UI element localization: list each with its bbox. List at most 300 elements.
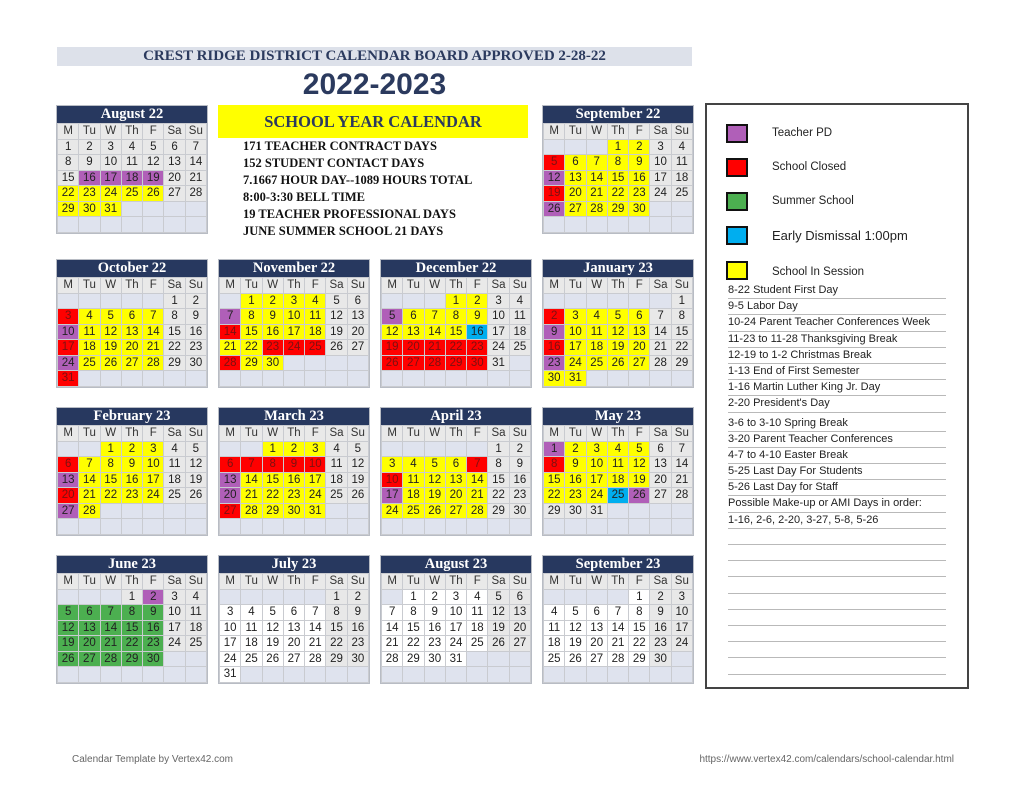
day-cell: 21 — [143, 340, 163, 355]
day-cell: 10 — [672, 605, 692, 620]
day-cell: 27 — [565, 202, 585, 217]
footer-credit: Calendar Template by Vertex42.com — [72, 754, 234, 765]
empty-cell — [101, 217, 121, 232]
weekday-header-row — [382, 426, 530, 441]
weekday-label: Sa — [488, 574, 508, 589]
empty-cell — [79, 371, 99, 386]
day-cell: 14 — [186, 155, 206, 170]
day-cell: 29 — [164, 356, 184, 371]
day-cell: 2 — [565, 442, 585, 457]
week-row — [544, 171, 692, 186]
day-cell: 4 — [608, 442, 628, 457]
day-cell: 9 — [122, 457, 142, 472]
empty-cell — [348, 356, 368, 371]
day-cell: 11 — [510, 309, 530, 324]
weekday-label: Su — [186, 278, 206, 293]
day-cell: 20 — [348, 325, 368, 340]
day-cell: 16 — [650, 621, 670, 636]
day-cell: 19 — [608, 340, 628, 355]
month-title: July 23 — [219, 556, 369, 573]
info-line: 7.1667 HOUR DAY--1089 HOURS TOTAL — [243, 173, 473, 187]
day-cell: 3 — [143, 442, 163, 457]
empty-cell — [326, 667, 346, 682]
day-cell: 24 — [305, 488, 325, 503]
weekday-label: Th — [284, 426, 304, 441]
legend-panel — [705, 103, 969, 689]
day-cell: 5 — [629, 442, 649, 457]
day-cell: 13 — [164, 155, 184, 170]
empty-cell — [565, 667, 585, 682]
weekday-label: Su — [510, 278, 530, 293]
weekday-label: W — [263, 278, 283, 293]
day-cell: 6 — [164, 140, 184, 155]
week-row — [220, 636, 368, 651]
day-cell: 6 — [403, 309, 423, 324]
day-cell: 4 — [326, 442, 346, 457]
day-cell: 16 — [263, 325, 283, 340]
month-title: September 23 — [543, 556, 693, 573]
empty-cell — [101, 504, 121, 519]
empty-cell — [382, 590, 402, 605]
legend-label: Early Dismissal 1:00pm — [772, 227, 908, 243]
day-cell: 16 — [122, 473, 142, 488]
day-cell: 14 — [382, 621, 402, 636]
week-row — [58, 140, 206, 155]
empty-cell — [544, 140, 564, 155]
day-cell: 23 — [629, 186, 649, 201]
info-line: JUNE SUMMER SCHOOL 21 DAYS — [243, 224, 444, 238]
empty-cell — [510, 519, 530, 534]
month-title: January 23 — [543, 260, 693, 277]
day-cell: 21 — [305, 636, 325, 651]
day-cell: 19 — [382, 340, 402, 355]
legend-label: Summer School — [772, 195, 854, 207]
day-cell: 20 — [446, 488, 466, 503]
day-cell: 31 — [305, 504, 325, 519]
day-cell: 7 — [650, 309, 670, 324]
day-cell: 12 — [348, 457, 368, 472]
weekday-header-row — [58, 574, 206, 589]
empty-cell — [348, 504, 368, 519]
day-cell: 29 — [58, 202, 78, 217]
empty-cell — [488, 652, 508, 667]
day-cell: 1 — [122, 590, 142, 605]
empty-cell — [403, 371, 423, 386]
empty-cell — [348, 519, 368, 534]
week-row — [58, 590, 206, 605]
important-date-note: Possible Make-up or AMI Days in order: — [728, 496, 946, 512]
day-cell: 10 — [650, 155, 670, 170]
empty-cell — [101, 371, 121, 386]
weekday-label: Su — [348, 278, 368, 293]
empty-cell — [629, 294, 649, 309]
empty-cell — [164, 519, 184, 534]
empty-cell — [305, 519, 325, 534]
weekday-label: Su — [672, 574, 692, 589]
day-cell: 27 — [446, 504, 466, 519]
empty-cell — [326, 504, 346, 519]
day-cell: 13 — [79, 621, 99, 636]
month-title: August 23 — [381, 556, 531, 573]
day-cell: 23 — [544, 356, 564, 371]
important-date-note: 8-22 Student First Day — [728, 283, 946, 299]
empty-cell — [143, 504, 163, 519]
day-cell: 25 — [164, 488, 184, 503]
day-cell: 27 — [403, 356, 423, 371]
empty-cell — [79, 590, 99, 605]
day-cell: 8 — [326, 605, 346, 620]
day-cell: 11 — [544, 621, 564, 636]
empty-cell — [544, 590, 564, 605]
day-cell: 9 — [186, 309, 206, 324]
day-cell: 14 — [220, 325, 240, 340]
day-cell: 23 — [143, 636, 163, 651]
weekday-label: Th — [446, 278, 466, 293]
empty-cell — [284, 667, 304, 682]
day-cell: 20 — [220, 488, 240, 503]
empty-cell — [565, 519, 585, 534]
empty-cell — [467, 519, 487, 534]
day-cell: 19 — [58, 636, 78, 651]
day-cell: 29 — [446, 356, 466, 371]
day-cell: 1 — [58, 140, 78, 155]
weekday-label: M — [58, 574, 78, 589]
day-cell: 15 — [544, 473, 564, 488]
empty-cell — [544, 519, 564, 534]
empty-cell — [446, 442, 466, 457]
day-cell: 17 — [565, 340, 585, 355]
day-cell: 17 — [101, 171, 121, 186]
day-cell: 21 — [79, 488, 99, 503]
weekday-header-row — [58, 426, 206, 441]
week-row — [58, 504, 206, 519]
weekday-label: Tu — [565, 574, 585, 589]
empty-cell — [263, 519, 283, 534]
day-cell: 27 — [79, 652, 99, 667]
day-cell: 16 — [143, 621, 163, 636]
weekday-label: Th — [608, 124, 628, 139]
month-september-23 — [542, 555, 694, 684]
day-cell: 25 — [186, 636, 206, 651]
week-row — [544, 519, 692, 534]
weekday-label: Tu — [241, 574, 261, 589]
day-cell: 25 — [305, 340, 325, 355]
week-row — [544, 473, 692, 488]
day-cell: 7 — [101, 605, 121, 620]
week-row — [382, 519, 530, 534]
day-cell: 7 — [672, 442, 692, 457]
empty-cell — [587, 140, 607, 155]
month-title: September 22 — [543, 106, 693, 123]
weekday-label: Tu — [565, 124, 585, 139]
week-row — [58, 155, 206, 170]
day-cell: 22 — [403, 636, 423, 651]
empty-cell — [608, 504, 628, 519]
day-cell: 24 — [565, 356, 585, 371]
weekday-label: W — [587, 124, 607, 139]
weekday-label: W — [425, 426, 445, 441]
week-row — [58, 325, 206, 340]
day-cell: 28 — [425, 356, 445, 371]
empty-cell — [488, 667, 508, 682]
day-cell: 31 — [565, 371, 585, 386]
day-cell: 26 — [488, 636, 508, 651]
week-row — [220, 309, 368, 324]
day-cell: 3 — [101, 140, 121, 155]
empty-cell — [143, 202, 163, 217]
weekday-label: M — [544, 426, 564, 441]
month-title: March 23 — [219, 408, 369, 425]
day-cell: 19 — [101, 340, 121, 355]
day-cell: 9 — [544, 325, 564, 340]
day-cell: 22 — [488, 488, 508, 503]
day-cell: 3 — [587, 442, 607, 457]
day-cell: 8 — [263, 457, 283, 472]
day-cell: 28 — [305, 652, 325, 667]
weekday-label: Tu — [79, 574, 99, 589]
day-cell: 4 — [403, 457, 423, 472]
day-cell: 14 — [467, 473, 487, 488]
day-cell: 7 — [382, 605, 402, 620]
empty-cell — [382, 519, 402, 534]
day-cell: 28 — [101, 652, 121, 667]
day-cell: 9 — [467, 309, 487, 324]
day-cell: 2 — [650, 590, 670, 605]
empty-cell — [510, 371, 530, 386]
day-cell: 31 — [220, 667, 240, 682]
day-cell: 18 — [305, 325, 325, 340]
day-cell: 8 — [58, 155, 78, 170]
week-row — [544, 621, 692, 636]
month-title: November 22 — [219, 260, 369, 277]
month-title: June 23 — [57, 556, 207, 573]
empty-cell — [79, 519, 99, 534]
empty-cell — [650, 667, 670, 682]
day-cell: 2 — [122, 442, 142, 457]
empty-cell — [629, 667, 649, 682]
empty-cell — [672, 667, 692, 682]
empty-cell — [101, 667, 121, 682]
week-row — [382, 442, 530, 457]
school-closed-swatch-icon — [726, 158, 748, 177]
empty-cell — [186, 202, 206, 217]
week-row — [382, 294, 530, 309]
empty-cell — [263, 590, 283, 605]
day-cell: 28 — [241, 504, 261, 519]
important-date-note: 10-24 Parent Teacher Conferences Week — [728, 315, 946, 331]
weekday-label: F — [467, 574, 487, 589]
day-cell: 15 — [403, 621, 423, 636]
week-row — [382, 590, 530, 605]
day-cell: 4 — [164, 442, 184, 457]
day-cell: 6 — [629, 309, 649, 324]
day-cell: 31 — [587, 504, 607, 519]
day-cell: 1 — [672, 294, 692, 309]
day-cell: 11 — [122, 155, 142, 170]
empty-cell — [241, 371, 261, 386]
empty-cell — [425, 371, 445, 386]
day-cell: 7 — [143, 309, 163, 324]
empty-cell — [143, 667, 163, 682]
day-cell: 24 — [164, 636, 184, 651]
day-cell: 16 — [510, 473, 530, 488]
day-cell: 9 — [425, 605, 445, 620]
day-cell: 21 — [186, 171, 206, 186]
weekday-label: Th — [446, 426, 466, 441]
day-cell: 28 — [672, 488, 692, 503]
day-cell: 2 — [79, 140, 99, 155]
day-cell: 14 — [101, 621, 121, 636]
important-date-note: 2-20 President's Day — [728, 396, 946, 412]
week-row — [544, 140, 692, 155]
empty-cell — [101, 519, 121, 534]
day-cell: 9 — [629, 155, 649, 170]
day-cell: 6 — [446, 457, 466, 472]
weekday-label: Tu — [403, 278, 423, 293]
legend-item-school-closed — [726, 157, 847, 177]
weekday-label: Tu — [241, 278, 261, 293]
week-row — [58, 442, 206, 457]
week-row — [382, 371, 530, 386]
empty-cell — [672, 217, 692, 232]
empty-cell — [122, 519, 142, 534]
weekday-label: F — [629, 426, 649, 441]
day-cell: 11 — [164, 457, 184, 472]
week-row — [220, 621, 368, 636]
day-cell: 15 — [326, 621, 346, 636]
empty-cell — [629, 371, 649, 386]
week-row — [382, 621, 530, 636]
day-cell: 14 — [79, 473, 99, 488]
week-row — [544, 356, 692, 371]
day-cell: 23 — [186, 340, 206, 355]
day-cell: 19 — [629, 473, 649, 488]
week-row — [220, 473, 368, 488]
important-date-note: 1-16 Martin Luther King Jr. Day — [728, 380, 946, 396]
day-cell: 1 — [403, 590, 423, 605]
week-row — [382, 457, 530, 472]
day-cell: 23 — [510, 488, 530, 503]
weekday-label: Sa — [650, 574, 670, 589]
day-cell: 24 — [143, 488, 163, 503]
week-row — [58, 309, 206, 324]
legend-item-summer-school — [726, 191, 854, 211]
month-june-23 — [56, 555, 208, 684]
day-cell: 21 — [382, 636, 402, 651]
day-cell: 2 — [425, 590, 445, 605]
weekday-label: Sa — [650, 278, 670, 293]
week-row — [382, 667, 530, 682]
day-cell: 20 — [403, 340, 423, 355]
month-title: August 22 — [57, 106, 207, 123]
day-cell: 31 — [488, 356, 508, 371]
day-cell: 6 — [510, 590, 530, 605]
empty-cell — [284, 356, 304, 371]
week-row — [220, 325, 368, 340]
important-date-note: 9-5 Labor Day — [728, 299, 946, 315]
empty-cell — [326, 356, 346, 371]
weekday-header-row — [220, 426, 368, 441]
weekday-label: Tu — [241, 426, 261, 441]
day-cell: 16 — [284, 473, 304, 488]
week-row — [58, 202, 206, 217]
day-cell: 12 — [186, 457, 206, 472]
day-cell: 5 — [326, 294, 346, 309]
day-cell: 22 — [544, 488, 564, 503]
day-cell: 26 — [629, 488, 649, 503]
empty-cell — [510, 652, 530, 667]
day-cell: 5 — [488, 590, 508, 605]
day-cell: 24 — [58, 356, 78, 371]
weekday-label: F — [305, 426, 325, 441]
day-cell: 24 — [101, 186, 121, 201]
month-september-22 — [542, 105, 694, 234]
empty-cell — [672, 202, 692, 217]
weekday-label: Th — [608, 278, 628, 293]
day-cell: 21 — [220, 340, 240, 355]
day-cell: 17 — [382, 488, 402, 503]
day-cell: 21 — [608, 636, 628, 651]
day-cell: 24 — [220, 652, 240, 667]
day-cell: 27 — [348, 340, 368, 355]
weekday-label: W — [263, 426, 283, 441]
day-cell: 10 — [143, 457, 163, 472]
weekday-label: F — [143, 426, 163, 441]
weekday-header-row — [544, 426, 692, 441]
day-cell: 4 — [510, 294, 530, 309]
day-cell: 30 — [510, 504, 530, 519]
day-cell: 12 — [58, 621, 78, 636]
week-row — [220, 519, 368, 534]
empty-cell — [544, 217, 564, 232]
weekday-label: M — [544, 124, 564, 139]
day-cell: 30 — [650, 652, 670, 667]
day-cell: 28 — [220, 356, 240, 371]
day-cell: 8 — [544, 457, 564, 472]
week-row — [220, 488, 368, 503]
day-cell: 6 — [122, 309, 142, 324]
week-row — [58, 652, 206, 667]
day-cell: 25 — [122, 186, 142, 201]
day-cell: 18 — [672, 171, 692, 186]
weekday-header-row — [58, 124, 206, 139]
week-row — [382, 605, 530, 620]
day-cell: 11 — [305, 309, 325, 324]
day-cell: 22 — [241, 340, 261, 355]
day-cell: 20 — [565, 186, 585, 201]
district-title: CREST RIDGE DISTRICT CALENDAR BOARD APPROVED 2-28-22 — [57, 47, 692, 66]
weekday-label: F — [629, 124, 649, 139]
empty-cell — [305, 590, 325, 605]
empty-cell — [629, 519, 649, 534]
day-cell: 5 — [143, 140, 163, 155]
weekday-label: Th — [608, 574, 628, 589]
day-cell: 8 — [403, 605, 423, 620]
school-year-calendar-heading: SCHOOL YEAR CALENDAR — [218, 105, 528, 138]
day-cell: 1 — [608, 140, 628, 155]
empty-cell — [382, 371, 402, 386]
day-cell: 3 — [650, 140, 670, 155]
day-cell: 9 — [79, 155, 99, 170]
day-cell: 2 — [467, 294, 487, 309]
empty-cell — [58, 519, 78, 534]
legend-label: School Closed — [772, 161, 847, 173]
day-cell: 1 — [326, 590, 346, 605]
footer-url[interactable]: https://www.vertex42.com/calendars/school-calendar.html — [699, 754, 954, 765]
day-cell: 21 — [587, 186, 607, 201]
important-date-note: 3-20 Parent Teacher Conferences — [728, 432, 946, 448]
day-cell: 26 — [143, 186, 163, 201]
